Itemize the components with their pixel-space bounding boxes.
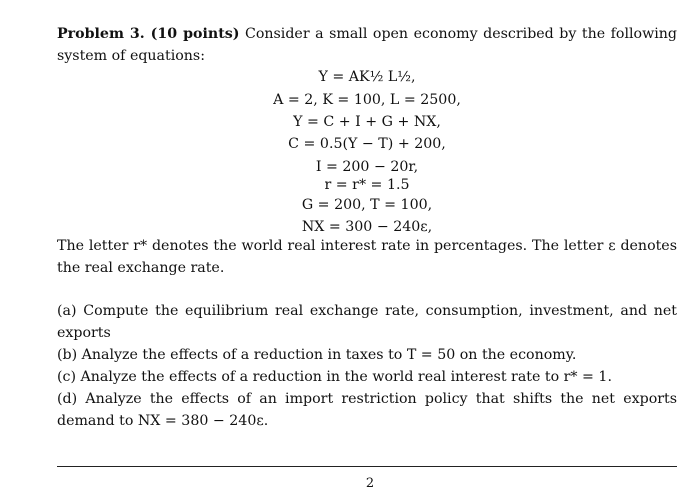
- equation-production-text: Y = AK½ L½,: [318, 69, 416, 85]
- question-d-line-1: (d) Analyze the effects of an import restriction policy that shifts the net exports: [57, 391, 677, 407]
- equation-government: G = 200, T = 100,: [301, 197, 433, 213]
- questions-list: [57, 300, 677, 432]
- problem-intro: [57, 23, 677, 67]
- equation-parameters: A = 2, K = 100, L = 2500,: [273, 92, 461, 108]
- footer-divider: [57, 466, 677, 467]
- description-line-1: The letter r* denotes the world real interest rate in percentages. The letter ε denotes: [57, 238, 677, 254]
- question-a-line-2: exports: [57, 325, 111, 341]
- question-d-line-2: demand to NX = 380 − 240ε.: [57, 413, 269, 429]
- equation-income-identity: Y = C + I + G + NX,: [293, 114, 441, 130]
- equation-interest-rate: r = r* = 1.5: [324, 177, 410, 193]
- problem-intro-line-1: [57, 23, 677, 45]
- equation-production: [57, 67, 677, 87]
- equation-net-exports: NX = 300 − 240ε,: [301, 219, 433, 235]
- equation-investment: I = 200 − 20r,: [315, 159, 419, 175]
- problem-intro-line-2: system of equations:: [57, 48, 205, 64]
- description-paragraph: [57, 235, 677, 279]
- problem-heading: Problem 3. (10 points): [57, 26, 240, 42]
- question-c: (c) Analyze the effects of a reduction in the world real interest rate to r* = 1.: [57, 369, 612, 385]
- page-number: 2: [365, 476, 375, 491]
- question-b: (b) Analyze the effects of a reduction in taxes to T = 50 on the economy.: [57, 347, 577, 363]
- question-a-line-1: (a) Compute the equilibrium real exchange rate, consumption, investment, and net: [57, 303, 677, 319]
- problem-intro-text: Consider a small open economy described by the following: [244, 26, 677, 42]
- description-line-2: the real exchange rate.: [57, 260, 225, 276]
- equation-consumption: C = 0.5(Y − T) + 200,: [288, 136, 446, 152]
